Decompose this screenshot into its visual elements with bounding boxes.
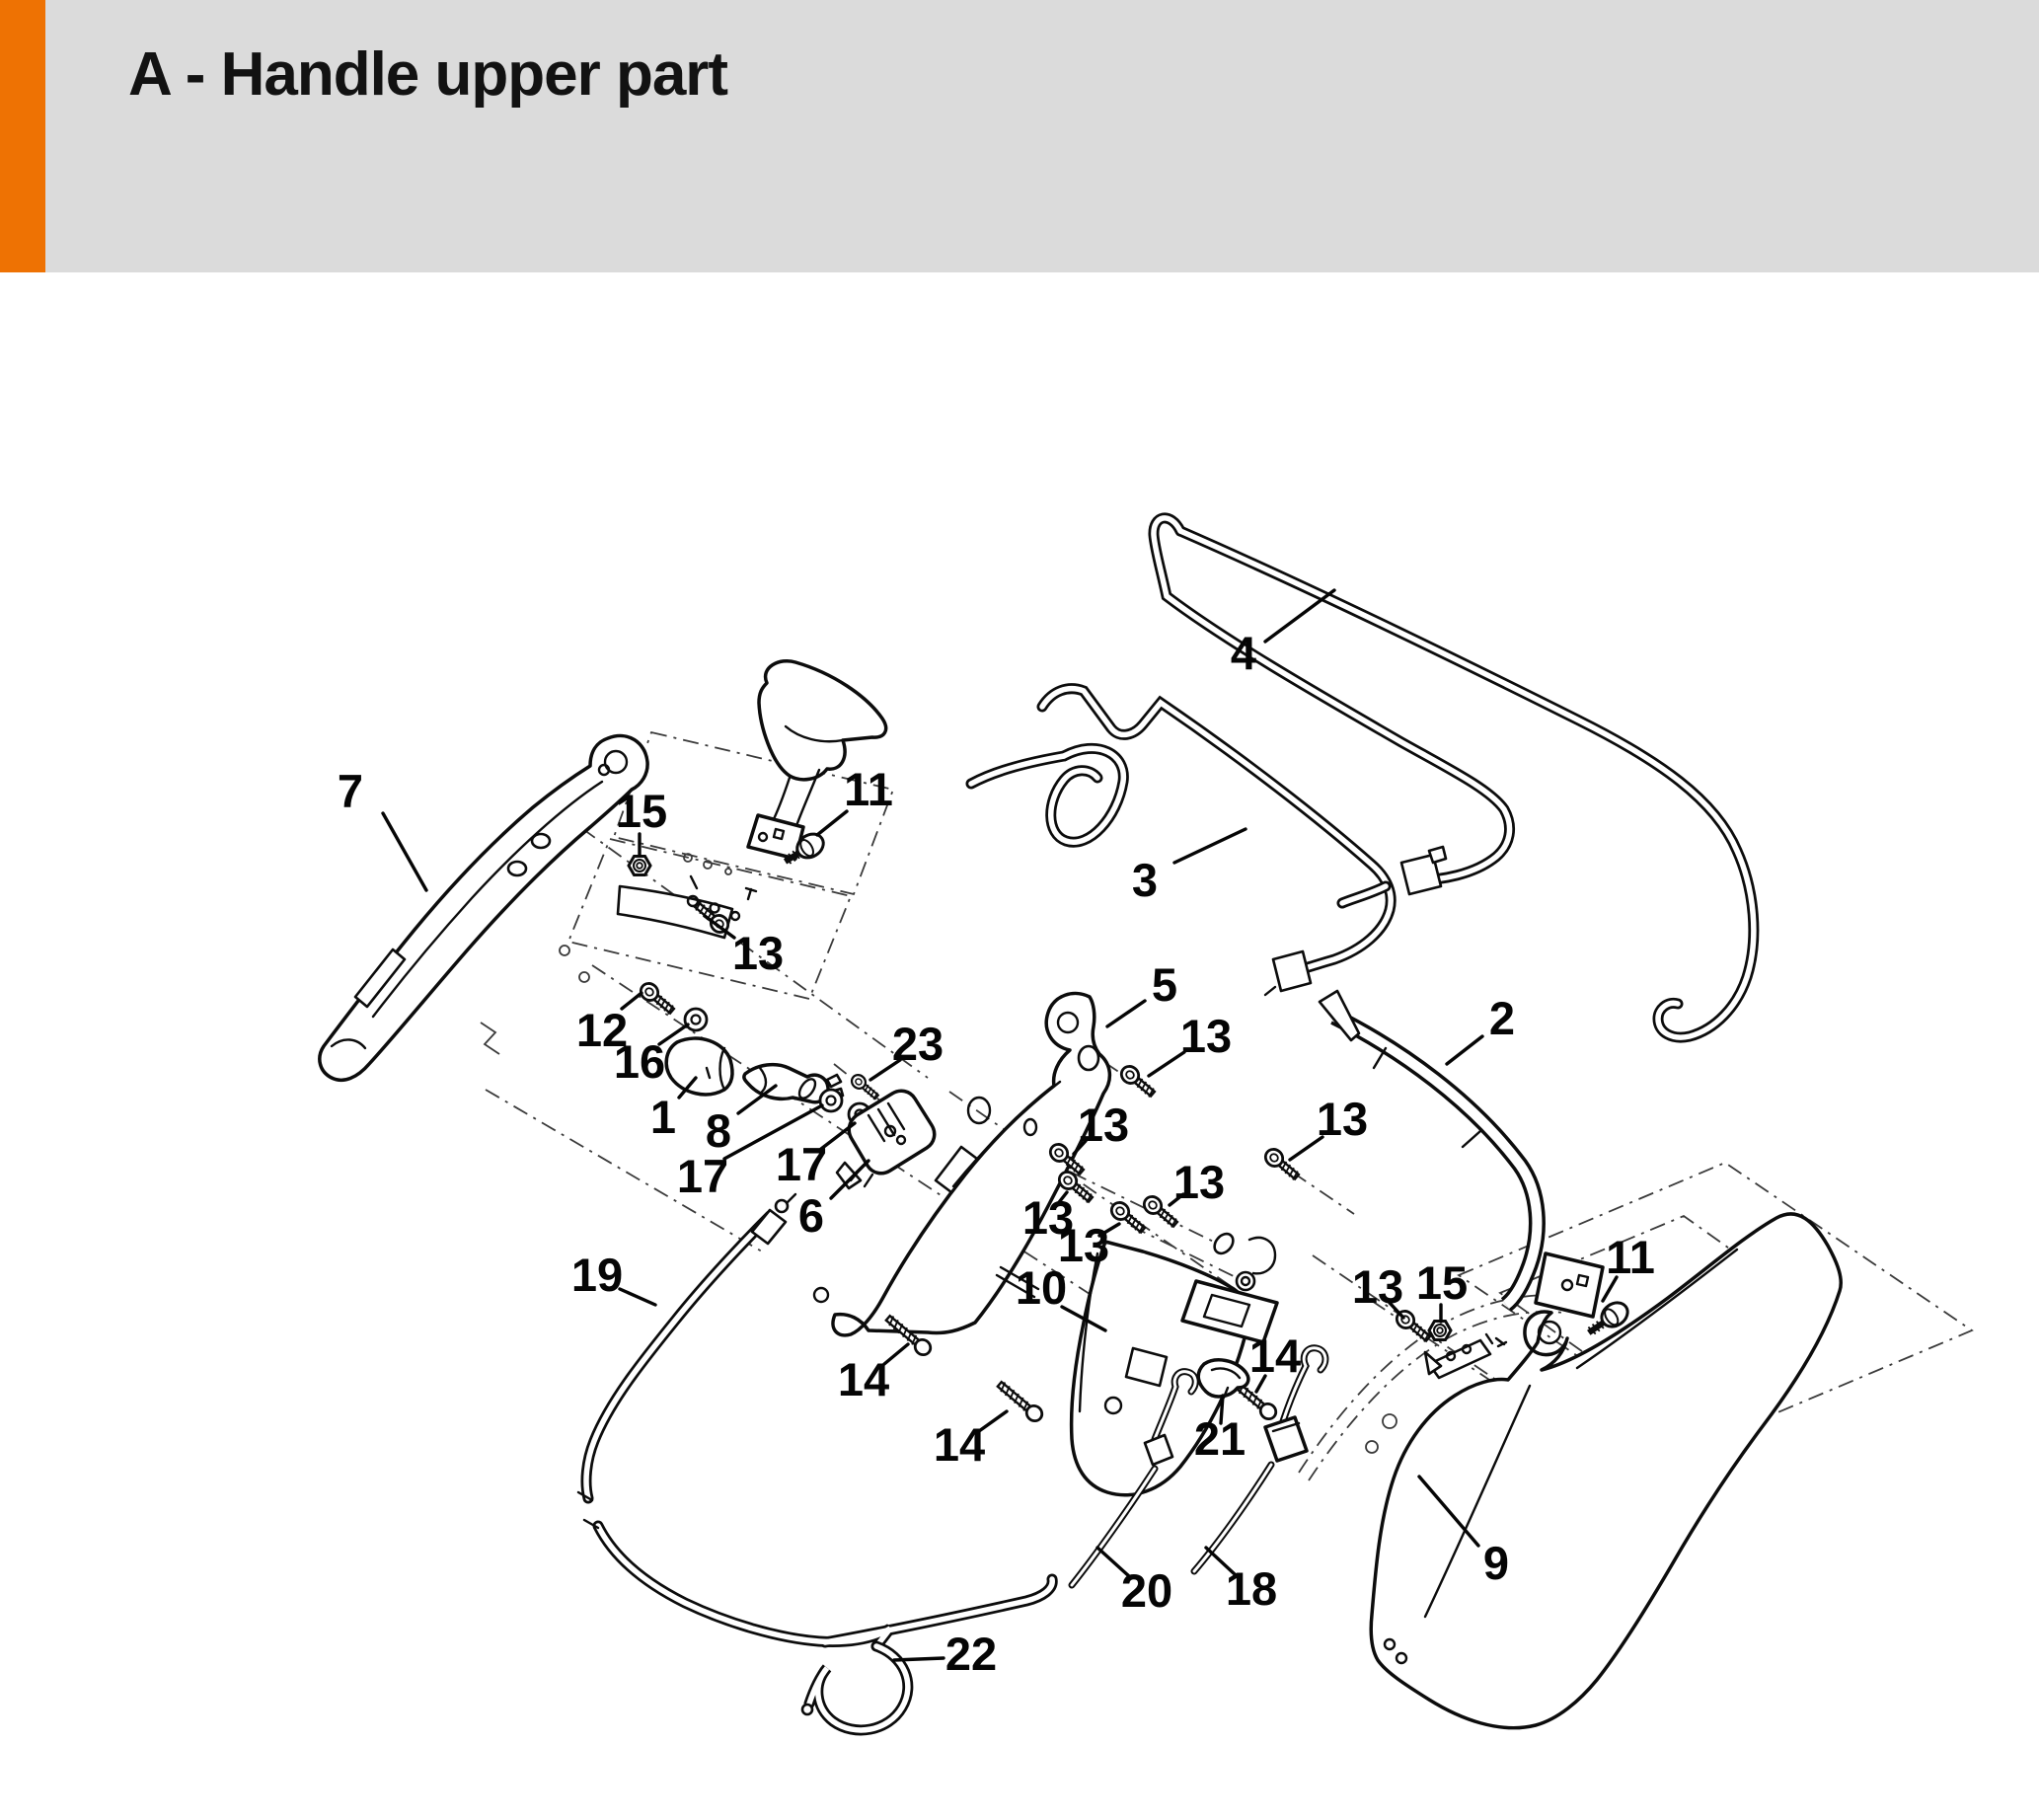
- callout-20: 20: [1120, 1564, 1173, 1617]
- callout-2: 2: [1488, 992, 1516, 1044]
- callout-13: 13: [1057, 1219, 1110, 1271]
- nut-15-right: [1429, 1322, 1451, 1340]
- callout-22: 22: [944, 1628, 998, 1680]
- callout-leader-22: [894, 1658, 944, 1660]
- callout-13: 13: [1316, 1093, 1369, 1145]
- callout-13: 13: [1351, 1260, 1404, 1313]
- callout-17: 17: [775, 1138, 828, 1190]
- callout-13: 13: [1077, 1099, 1130, 1151]
- callout-10: 10: [1015, 1261, 1068, 1314]
- callout-13: 13: [1172, 1156, 1226, 1208]
- nut-15-left: [629, 857, 650, 875]
- callout-leader-4: [1265, 590, 1334, 642]
- callout-19: 19: [570, 1249, 624, 1301]
- callout-leader-13: [1149, 1052, 1184, 1076]
- callout-7: 7: [337, 765, 364, 817]
- callout-13: 13: [731, 927, 785, 979]
- page-title: A - Handle upper part: [128, 40, 728, 109]
- part-1-knob: [666, 1038, 732, 1095]
- callout-6: 6: [797, 1189, 825, 1242]
- callout-11: 11: [844, 763, 893, 815]
- callout-14: 14: [1248, 1329, 1302, 1382]
- callout-3: 3: [1131, 854, 1159, 906]
- callout-12: 12: [575, 1004, 629, 1056]
- callout-21: 21: [1193, 1412, 1246, 1465]
- callout-4: 4: [1230, 627, 1257, 679]
- screw-13-g: [1262, 1146, 1302, 1183]
- callout-14: 14: [933, 1418, 986, 1471]
- part-4-wire-bail: [1151, 518, 1754, 1037]
- callout-16: 16: [613, 1035, 666, 1088]
- callout-leader-7: [383, 813, 426, 890]
- callout-leader-3: [1174, 829, 1246, 863]
- part-22-cable-loop: [802, 1646, 908, 1730]
- part-17-washer-a: [820, 1090, 842, 1111]
- part-16-washer: [685, 1009, 707, 1030]
- callout-leader-5: [1107, 1001, 1145, 1026]
- screw-13-b: [1118, 1063, 1158, 1100]
- callout-9: 9: [1482, 1537, 1510, 1589]
- callout-23: 23: [891, 1018, 944, 1070]
- callout-1: 1: [649, 1091, 677, 1143]
- screw-14-b: [995, 1379, 1045, 1424]
- callout-14: 14: [837, 1353, 890, 1405]
- callout-17: 17: [676, 1150, 729, 1202]
- screw-13-e: [1108, 1199, 1148, 1237]
- callout-leader-2: [1447, 1036, 1482, 1064]
- callout-5: 5: [1151, 958, 1178, 1011]
- callout-15: 15: [615, 785, 668, 837]
- screw-12: [638, 980, 677, 1018]
- callout-leader-19: [620, 1289, 655, 1305]
- part-3-wire-bail: [971, 689, 1391, 995]
- callout-leader-11: [817, 811, 847, 835]
- callout-13: 13: [1021, 1191, 1075, 1244]
- callout-8: 8: [705, 1104, 732, 1157]
- callout-11: 11: [1606, 1231, 1655, 1283]
- callout-18: 18: [1225, 1562, 1278, 1615]
- callout-13: 13: [1179, 1010, 1233, 1062]
- callout-15: 15: [1415, 1256, 1469, 1309]
